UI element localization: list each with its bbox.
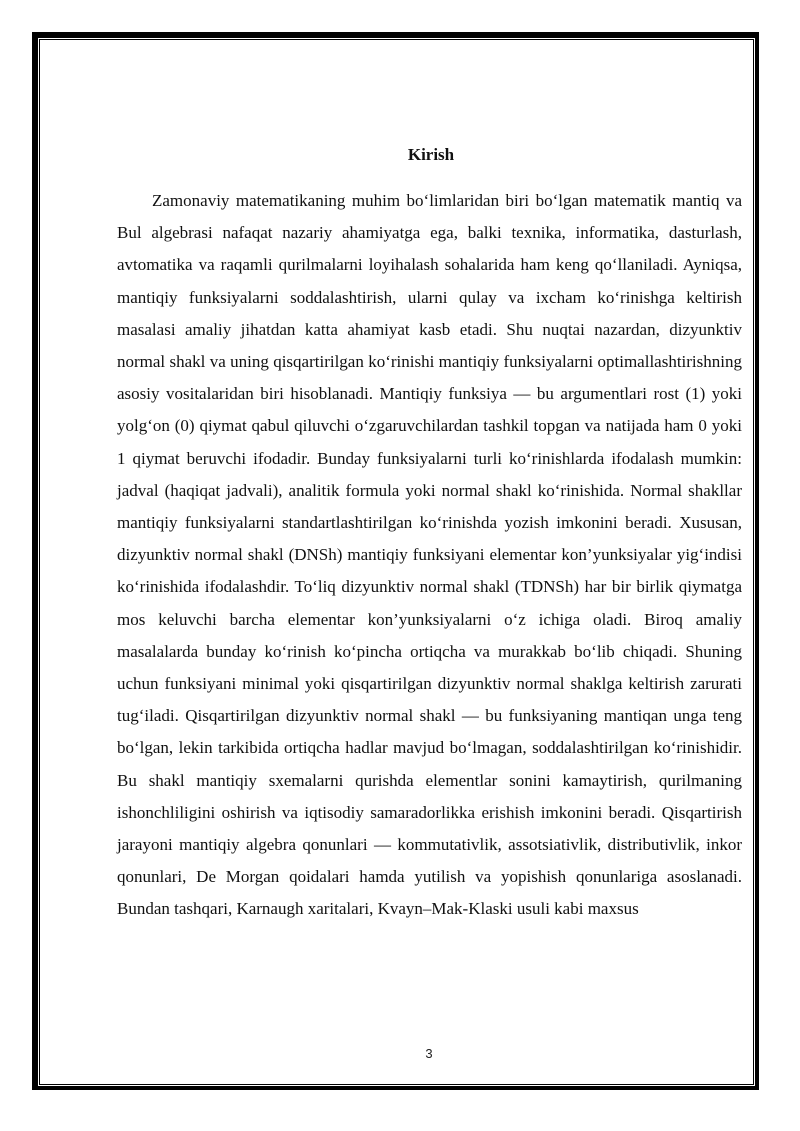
section-title: Kirish bbox=[407, 145, 455, 164]
page-content bbox=[117, 140, 742, 926]
body-paragraph: Zamonaviy matematikaning muhim bo‘limlaridan biri bo‘lgan matematik mantiq va Bul algebrasi nafaqat nazariy ahamiyatga ega, balki texnika, informatika, dasturlash, avtomatika va raqamli qurilmalarni loyihalash sohalarida ham keng qo‘llaniladi. Ayniqsa, mantiqiy funksiyalarni soddalashtirish, ularni qulay va ixcham ko‘rinishga keltirish masalasi amaliy jihatdan katta ahamiyat kasb etadi. Shu nuqtai nazardan, dizyunktiv normal shakl va uning qisqartirilgan ko‘rinishi mantiqiy funksiyalarni optimallashtirishning asosiy vositalaridan biri hisoblanadi. Mantiqiy funksiya — bu argumentlari rost (1) yoki yolg‘on (0) qiymat qabul qiluvchi o‘zgaruvchilardan tashkil topgan va natijada ham 0 yoki 1 qiymat beruvchi ifodadir. Bunday funksiyalarni turli ko‘rinishlarda ifodalash mumkin: jadval (haqiqat jadvali), analitik formula yoki normal shakl ko‘rinishida. Normal shakllar mantiqiy funksiyalarni standartlashtirilgan ko‘rinishda yozish imkonini beradi. Xususan, dizyunktiv normal shakl (DNSh) mantiqiy funksiyani elementar kon’yunksiyalar yig‘indisi ko‘rinishida ifodalashdir. To‘liq dizyunktiv normal shakl (TDNSh) har bir birlik qiymatga mos keluvchi barcha elementar kon’yunksiyalarni o‘z ichiga oladi. Biroq amaliy masalalarda bunday ko‘rinish ko‘pincha ortiqcha va murakkab bo‘lib chiqadi. Shuning uchun funksiyani minimal yoki qisqartirilgan dizyunktiv normal shaklga keltirish zarurati tug‘iladi. Qisqartirilgan dizyunktiv normal shakl — bu funksiyaning mantiqan unga teng bo‘lgan, lekin tarkibida ortiqcha hadlar mavjud bo‘lmagan, soddalashtirilgan ko‘rinishidir. Bu shakl mantiqiy sxemalarni qurishda elementlar sonini kamaytirish, qurilmaning ishonchliligini oshirish va iqtisodiy samaradorlikka erishish imkonini beradi. Qisqartirish jarayoni mantiqiy algebra qonunlari — kommutativlik, assotsiativlik, distributivlik, inkor qonunlari, De Morgan qoidalari hamda yutilish va yopishish qonunlariga asoslanadi. Bundan tashqari, Karnaugh xaritalari, Kvayn–Mak-Klaski usuli kabi maxsus bbox=[117, 191, 742, 919]
page-number: 3 bbox=[425, 1046, 433, 1061]
